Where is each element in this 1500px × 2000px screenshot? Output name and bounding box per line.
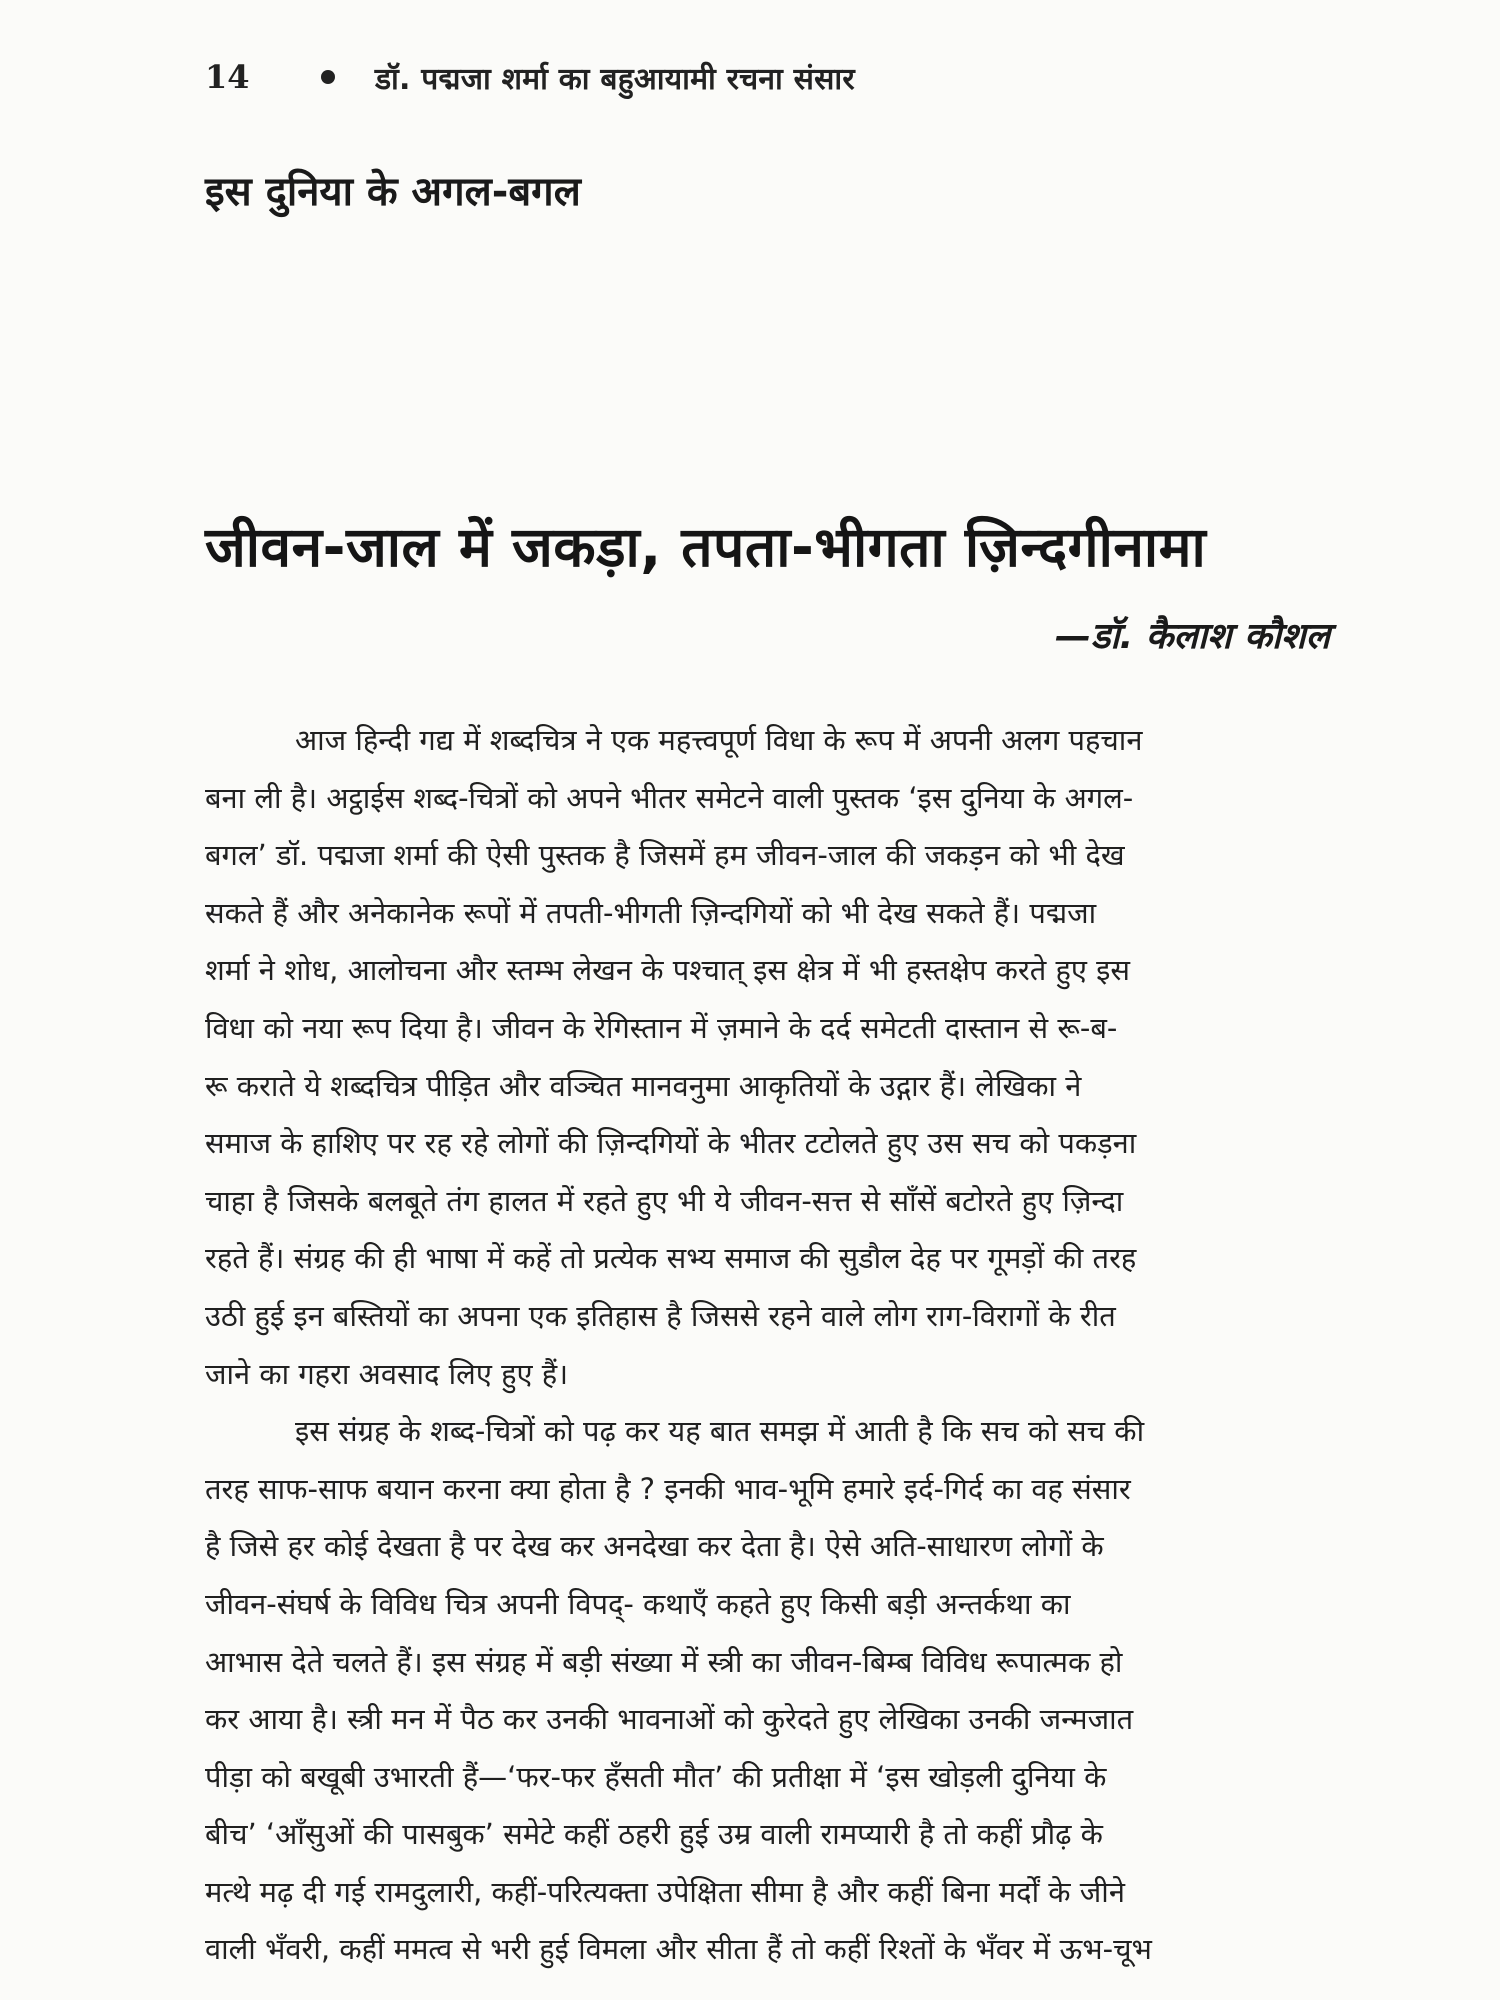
article-body — [205, 712, 1335, 1979]
body-line: उठी हुई इन बस्तियों का अपना एक इतिहास है जिससे रहने वाले लोग राग-विरागों के रीत — [205, 1298, 1116, 1333]
page-number: 14 — [205, 58, 250, 96]
bullet-separator — [321, 70, 335, 84]
body-line: है जिसे हर कोई देखता है पर देख कर अनदेखा कर देता है। ऐसे अति-साधारण लोगों के — [205, 1529, 1104, 1564]
section-title: इस दुनिया के अगल-बगल — [205, 169, 581, 215]
body-line: कर आया है। स्त्री मन में पैठ कर उनकी भावनाओं को कुरेदते हुए लेखिका उनकी जन्मजात — [205, 1702, 1134, 1737]
body-line: बगल’ डॉ. पद्मजा शर्मा की ऐसी पुस्तक है जिसमें हम जीवन-जाल की जकड़न को भी देख — [205, 838, 1125, 873]
body-line: मत्थे मढ़ दी गई रामदुलारी, कहीं-परित्यक्ता उपेक्षिता सीमा है और कहीं बिना मर्दों के जीने — [205, 1874, 1125, 1909]
body-line: पीड़ा को बखूबी उभारती हैं—‘फर-फर हँसती मौत’ की प्रतीक्षा में ‘इस खोड़ली दुनिया के — [205, 1759, 1107, 1794]
body-line: रू कराते ये शब्दचित्र पीड़ित और वञ्चित मानवनुमा आकृतियों के उद्गार हैं। लेखिका ने — [205, 1068, 1082, 1103]
body-line: आज हिन्दी गद्य में शब्दचित्र ने एक महत्त्वपूर्ण विधा के रूप में अपनी अलग पहचान — [295, 723, 1143, 757]
body-line: बना ली है। अट्ठाईस शब्द-चित्रों को अपने भीतर समेटने वाली पुस्तक ‘इस दुनिया के अगल- — [205, 780, 1134, 815]
book-title: डॉ. पद्मजा शर्मा का बहुआयामी रचना संसार — [375, 61, 855, 97]
article-author: —डॉ. कैलाश कौशल — [1054, 616, 1330, 657]
body-line: बीच’ ‘आँसुओं की पासबुक’ समेटे कहीं ठहरी हुई उम्र वाली रामप्यारी है तो कहीं प्रौढ़ के — [205, 1817, 1103, 1852]
body-line: आभास देते चलते हैं। इस संग्रह में बड़ी संख्या में स्त्री का जीवन-बिम्ब विविध रूपात्मक हो — [205, 1644, 1123, 1679]
body-line: शर्मा ने शोध, आलोचना और स्तम्भ लेखन के पश्चात् इस क्षेत्र में भी हस्तक्षेप करते हुए इस — [205, 953, 1131, 988]
body-line: इस संग्रह के शब्द-चित्रों को पढ़ कर यह बात समझ में आती है कि सच को सच की — [295, 1414, 1145, 1449]
article-title: जीवन-जाल में जकड़ा, तपता-भीगता ज़िन्दगीनामा — [205, 515, 1207, 579]
body-line: विधा को नया रूप दिया है। जीवन के रेगिस्तान में ज़माने के दर्द समेटती दास्तान से रू-ब- — [205, 1010, 1118, 1045]
body-line: समाज के हाशिए पर रह रहे लोगों की ज़िन्दगियों के भीतर टटोलते हुए उस सच को पकड़ना — [205, 1126, 1137, 1161]
body-line: चाहा है जिसके बलबूते तंग हालत में रहते हुए भी ये जीवन-सत्त से साँसें बटोरते हुए ज़िन्दा — [205, 1183, 1124, 1218]
body-line: जाने का गहरा अवसाद लिए हुए हैं। — [205, 1356, 569, 1391]
body-line: जीवन-संघर्ष के विविध चित्र अपनी विपद्- कथाएँ कहते हुए किसी बड़ी अन्तर्कथा का — [205, 1586, 1071, 1621]
body-line: वाली भँवरी, कहीं ममत्व से भरी हुई विमला और सीता हैं तो कहीं रिश्तों के भँवर में ऊभ-चूभ — [205, 1932, 1152, 1967]
body-line: रहते हैं। संग्रह की ही भाषा में कहें तो प्रत्येक सभ्य समाज की सुडौल देह पर गूमड़ों की तरह — [205, 1241, 1137, 1276]
body-line: सकते हैं और अनेकानेक रूपों में तपती-भीगती ज़िन्दगियों को भी देख सकते हैं। पद्मजा — [205, 895, 1097, 930]
running-header — [205, 52, 1325, 102]
body-line: तरह साफ-साफ बयान करना क्या होता है ? इनकी भाव-भूमि हमारे इर्द-गिर्द का वह संसार — [205, 1471, 1131, 1506]
